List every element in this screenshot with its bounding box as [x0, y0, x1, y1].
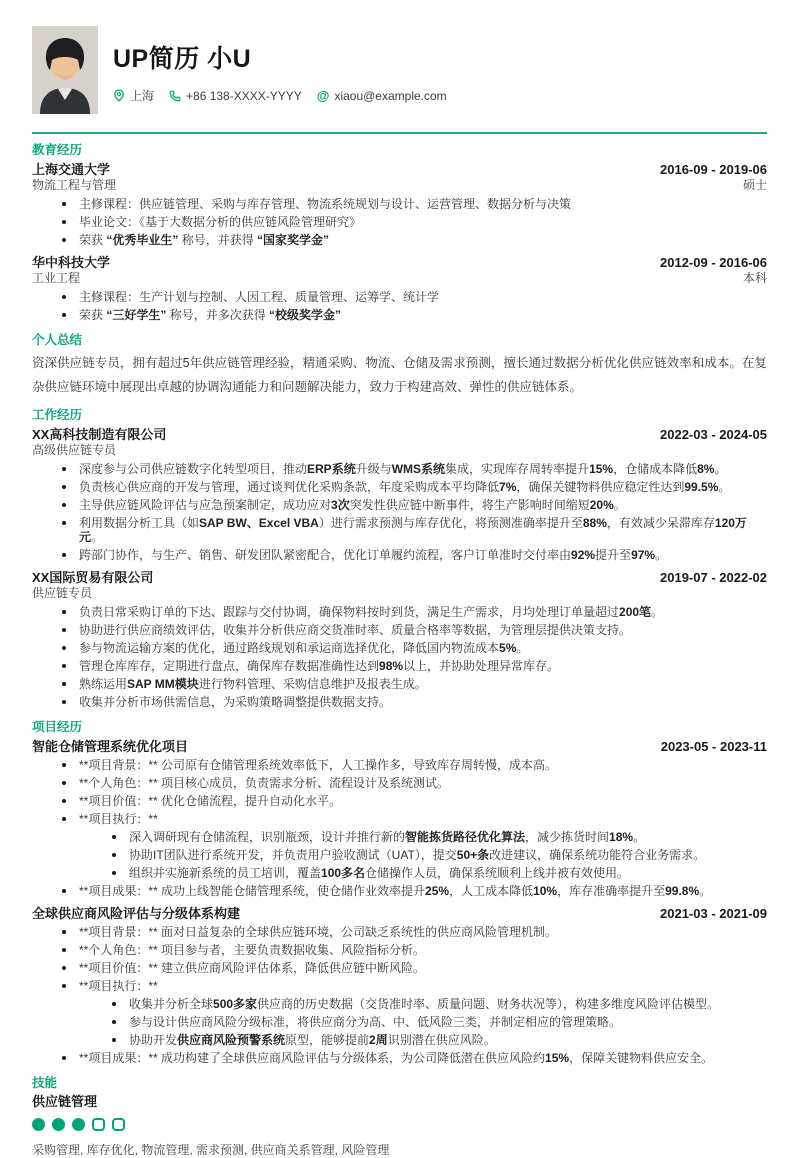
bullet-dot: [62, 202, 66, 206]
sub-bullet-item: [32, 828, 767, 846]
skill-dot-empty: [112, 1118, 125, 1131]
bullet-text-bold: 88%: [582, 516, 607, 530]
entry-name: 全球供应商风险评估与分级体系构建: [32, 906, 241, 921]
entry: [32, 739, 767, 900]
bullet-text-plain: **个人角色：** 项目核心成员，负责需求分析、流程设计及系统测试。: [79, 776, 450, 790]
bullet-text: [79, 233, 767, 247]
bullet-text: [79, 641, 767, 655]
avatar: [32, 26, 98, 114]
phone-icon: [169, 90, 181, 102]
bullet-text-plain: 仓储操作人员，确保系统顺利上线并被有效使用。: [365, 866, 630, 880]
bullet-dot: [62, 1056, 66, 1060]
skill-tags: 采购管理, 库存优化, 物流管理, 需求预测, 供应商关系管理, 风险管理: [32, 1143, 390, 1157]
bullet-text: [79, 925, 767, 939]
bullet-text-plain: ，保障关键物料供应安全。: [569, 1051, 714, 1065]
bullet-dot: [112, 1020, 116, 1024]
bullet-text-plain: 荣获: [79, 233, 107, 247]
bullet-text-bold: 2周: [369, 1033, 388, 1047]
section-title: 个人总结: [32, 333, 83, 347]
bullet-text-plain: 。: [651, 605, 664, 619]
bullet-text-plain: **项目执行：**: [79, 979, 158, 993]
bullet-text-plain: 参与设计供应商风险分级标准，将供应商分为高、中、低风险三类，并制定相应的管理策略。: [129, 1015, 622, 1029]
entry-date: 2016-09 - 2019-06: [660, 162, 767, 177]
bullet-text: [79, 659, 767, 673]
bullet-item: [32, 306, 767, 324]
bullet-text-plain: 。: [613, 498, 626, 512]
bullet-dot: [62, 966, 66, 970]
bullet-item: [32, 195, 767, 213]
bullet-item: [32, 288, 767, 306]
entry-head: [32, 570, 767, 601]
bullet-text: [79, 290, 767, 304]
bullet-text: [79, 623, 767, 637]
bullet-dot: [112, 853, 116, 857]
sub-bullet-item: [32, 1013, 767, 1031]
bullet-dot: [62, 817, 66, 821]
entry-subtitle: 工业工程: [32, 271, 81, 285]
bullet-text-plain: **项目成果：** 成功上线智能仓储管理系统，使仓储作业效率提升: [79, 884, 426, 898]
bullet-text: [79, 677, 767, 691]
entry-head: [32, 255, 767, 286]
bullet-item: [32, 923, 767, 941]
entry-head-right: [660, 427, 767, 442]
bullet-text-bold: 20%: [589, 498, 614, 512]
bullet-text-plain: **项目背景：** 公司原有仓储管理系统效率低下，人工操作多，导致库存周转慢，成本高。: [79, 758, 558, 772]
entry-date: 2023-05 - 2023-11: [660, 739, 767, 754]
bullet-text-bold: 5%: [499, 641, 517, 655]
bullet-text: [79, 462, 767, 476]
entry: [32, 570, 767, 711]
bullet-dot: [62, 553, 66, 557]
bullet-item: [32, 792, 767, 810]
bullet-dot: [62, 930, 66, 934]
bullet-text: [79, 548, 767, 562]
bullet-dot: [62, 220, 66, 224]
avatar-illustration: [32, 26, 98, 114]
bullet-text-plain: 参与物流运输方案的优化，通过路线规划和承运商选择优化，降低国内物流成本: [79, 641, 500, 655]
bullet-text-plain: 跨部门协作，与生产、销售、研发团队紧密配合，优化订单履约流程，客户订单准时交付率由: [79, 548, 572, 562]
bullet-text-plain: **个人角色：** 项目参与者，主要负责数据收集、风险指标分析。: [79, 943, 426, 957]
bullet-item: [32, 231, 767, 249]
entry-head-right: [660, 906, 767, 921]
bullet-text-plain: 。: [516, 641, 529, 655]
resume-sections: [32, 143, 767, 1158]
bullet-dot: [62, 948, 66, 952]
bullet-text-plain: 称号，并多次获得: [166, 308, 270, 322]
bullet-text-plain: 荣获: [79, 308, 107, 322]
bullet-text: [79, 794, 767, 808]
entry: [32, 427, 767, 564]
entry-name: 智能仓储管理系统优化项目: [32, 739, 189, 754]
header-divider: [32, 132, 767, 134]
entry-head-right: [661, 739, 767, 754]
entry-subtitle: 高级供应链专员: [32, 443, 117, 457]
bullet-text-plain: ，确保关键物料供应稳定性达到: [516, 480, 685, 494]
bullet-text: [79, 943, 767, 957]
bullet-text-plain: 负责核心供应商的开发与管理，通过谈判优化采购条款，年度采购成本平均降低: [79, 480, 500, 494]
bullet-dot: [62, 628, 66, 632]
bullet-text-plain: 毕业论文：《基于大数据分析的供应链风险管理研究》: [79, 215, 362, 229]
entry-name: 华中科技大学: [32, 255, 111, 270]
contact-location: [113, 87, 154, 104]
bullet-text-bold: 50+条: [456, 848, 490, 862]
sub-bullet-item: [32, 1031, 767, 1049]
bullet-text-plain: 。: [714, 462, 727, 476]
bullet-text: [79, 605, 767, 619]
bullet-text-bold: 25%: [425, 884, 450, 898]
bullet-text-bold: 98%: [379, 659, 404, 673]
entry-subtitle: 供应链专员: [32, 586, 93, 600]
bullet-item: [32, 959, 767, 977]
bullet-text-bold: 99.8%: [665, 884, 700, 898]
bullet-dot: [62, 763, 66, 767]
bullet-list: [32, 923, 767, 1067]
bullet-dot: [62, 664, 66, 668]
skill-dot-filled: [52, 1118, 65, 1131]
bullet-item: [32, 639, 767, 657]
bullet-text-plain: 利用数据分析工具（如: [79, 516, 200, 530]
bullet-text-bold: 15%: [545, 1051, 570, 1065]
bullet-dot: [62, 984, 66, 988]
contact-location-text: 上海: [130, 89, 155, 103]
bullet-text-plain: ，库存准确率提升至: [557, 884, 666, 898]
sub-bullet-item: [32, 995, 767, 1013]
entry-head-left: [32, 570, 153, 601]
bullet-item: [32, 941, 767, 959]
bullet-text-bold: 92%: [571, 548, 596, 562]
bullet-text-plain: 。: [633, 830, 646, 844]
bullet-dot: [62, 682, 66, 686]
bullet-text-bold: 供应商风险预警系统: [177, 1033, 286, 1047]
bullet-list: [32, 195, 767, 249]
bullet-text-plain: ，减少拣货时间: [525, 830, 610, 844]
bullet-text: [129, 848, 767, 862]
bullet-text-plain: 供应商的历史数据（交货准时率、质量问题、财务状况等），构建多维度风险评估模型。: [257, 997, 720, 1011]
bullet-text-plain: 主修课程：生产计划与控制、人因工程、质量管理、运筹学、统计学: [79, 290, 440, 304]
section-work: [32, 408, 767, 711]
entry-degree: 硕士: [742, 178, 767, 192]
bullet-item: [32, 882, 767, 900]
bullet-dot: [112, 871, 116, 875]
section-skills: [32, 1076, 767, 1158]
contact-email-text: xiaou@example.com: [334, 88, 447, 103]
bullet-text-plain: 深入调研现有仓储流程，识别瓶颈，设计并推行新的: [129, 830, 406, 844]
bullet-dot: [62, 503, 66, 507]
entry: [32, 162, 767, 249]
bullet-text-plain: 称号，并获得: [178, 233, 258, 247]
section-title: 工作经历: [32, 408, 83, 422]
section-education: [32, 143, 767, 324]
bullet-item: [32, 514, 767, 546]
bullet-text: [129, 1015, 767, 1029]
bullet-dot: [62, 238, 66, 242]
bullet-text: [129, 1033, 767, 1047]
bullet-text-bold: WMS系统: [391, 462, 446, 476]
bullet-text: [79, 197, 767, 211]
bullet-item: [32, 213, 767, 231]
resume-header: [32, 26, 767, 114]
bullet-item: [32, 1049, 767, 1067]
bullet-text: [129, 997, 767, 1011]
bullet-text-bold: 15%: [589, 462, 614, 476]
section-title: 技能: [32, 1076, 58, 1090]
bullet-text-plain: 收集并分析全球: [129, 997, 214, 1011]
bullet-list: [32, 756, 767, 900]
bullet-text: [129, 830, 767, 844]
entry-date: 2022-03 - 2024-05: [660, 427, 767, 442]
bullet-text: [79, 812, 767, 826]
bullet-text-bold: “国家奖学金”: [257, 233, 330, 247]
entry-head-right: [660, 255, 767, 286]
bullet-list: [32, 288, 767, 324]
entry-date: 2019-07 - 2022-02: [660, 570, 767, 585]
bullet-item: [32, 603, 767, 621]
bullet-text-plain: **项目执行：**: [79, 812, 158, 826]
bullet-text-plain: ，仓储成本降低: [613, 462, 698, 476]
bullet-text-bold: “三好学生”: [106, 308, 167, 322]
bullet-dot: [62, 646, 66, 650]
section-title: 教育经历: [32, 143, 83, 157]
entry-head: [32, 162, 767, 193]
bullet-dot: [112, 835, 116, 839]
bullet-dot: [112, 1002, 116, 1006]
bullet-item: [32, 693, 767, 711]
bullet-dot: [62, 485, 66, 489]
at-icon: @: [316, 88, 330, 103]
bullet-text-plain: **项目价值：** 建立供应商风险评估体系，降低供应链中断风险。: [79, 961, 426, 975]
bullet-text-plain: 提升至: [595, 548, 632, 562]
bullet-text-plain: 组织并实施新系统的员工培训，覆盖: [129, 866, 322, 880]
bullet-text-bold: 100多名: [321, 866, 366, 880]
bullet-text: [79, 776, 767, 790]
bullet-text-plain: **项目成果：** 成功构建了全球供应商风险评估与分级体系，为公司降低潜在供应风险约: [79, 1051, 546, 1065]
entry-head-left: [32, 162, 116, 193]
bullet-item: [32, 675, 767, 693]
bullet-text-bold: “校级奖学金”: [269, 308, 342, 322]
skill-name: 供应链管理: [32, 1094, 98, 1109]
entry-head-right: [660, 162, 767, 193]
entry-head: [32, 739, 767, 754]
entry: [32, 906, 767, 1067]
bullet-item: [32, 756, 767, 774]
bullet-text-bold: “优秀毕业生”: [106, 233, 179, 247]
entry-head-left: [32, 906, 240, 921]
bullet-text-plain: 协助IT团队进行系统开发，并负责用户验收测试（UAT），提交: [129, 848, 457, 862]
bullet-text: [79, 498, 767, 512]
bullet-text: [79, 480, 767, 494]
bullet-text: [79, 961, 767, 975]
bullet-text-bold: ERP系统: [307, 462, 356, 476]
bullet-dot: [62, 700, 66, 704]
entry-head: [32, 906, 767, 921]
bullet-text-bold: 500多家: [213, 997, 258, 1011]
bullet-text-plain: 主导供应链风险评估与应急预案制定，成功应对: [79, 498, 332, 512]
bullet-text-plain: 深度参与公司供应链数字化转型项目，推动: [79, 462, 308, 476]
bullet-text-plain: 改进建议，确保系统功能符合业务需求。: [489, 848, 706, 862]
bullet-text-plain: 协助开发: [129, 1033, 178, 1047]
sub-bullet-item: [32, 864, 767, 882]
entry-name: XX高科技制造有限公司: [32, 427, 167, 442]
section-summary: [32, 333, 767, 399]
bullet-text-bold: 8%: [697, 462, 715, 476]
bullet-text-plain: 协助进行供应商绩效评估，收集并分析供应商交货准时率、质量合格率等数据，为管理层提供决策支持。: [79, 623, 632, 637]
bullet-text-plain: **项目价值：** 优化仓储流程，提升自动化水平。: [79, 794, 342, 808]
bullet-text: [79, 215, 767, 229]
section-projects: [32, 720, 767, 1067]
contact-phone: [169, 89, 302, 103]
bullet-text-plain: 。: [699, 884, 712, 898]
contact-row: [113, 87, 447, 104]
candidate-name: UP简历 小U: [113, 45, 252, 73]
sub-bullet-item: [32, 846, 767, 864]
header-text: [113, 26, 447, 104]
bullet-text-bold: 7%: [499, 480, 517, 494]
entry: [32, 255, 767, 324]
entry-head: [32, 427, 767, 458]
bullet-text-plain: 熟练运用: [79, 677, 128, 691]
entry-date: 2012-09 - 2016-06: [660, 255, 767, 270]
bullet-item: [32, 621, 767, 639]
bullet-text-plain: 进行物料管理、采购信息维护及报表生成。: [198, 677, 427, 691]
entry-head-right: [660, 570, 767, 585]
bullet-text-plain: 收集并分析市场供需信息，为采购策略调整提供数据支持。: [79, 695, 392, 709]
entry-head-left: [32, 255, 110, 286]
bullet-text: [79, 979, 767, 993]
bullet-text-bold: 99.5%: [684, 480, 719, 494]
bullet-text: [79, 1051, 767, 1065]
bullet-item: [32, 810, 767, 828]
bullet-dot: [62, 799, 66, 803]
bullet-text: [79, 308, 767, 322]
bullet-item: [32, 546, 767, 564]
bullet-item: [32, 496, 767, 514]
skill-dot-filled: [72, 1118, 85, 1131]
bullet-dot: [62, 889, 66, 893]
bullet-item: [32, 774, 767, 792]
bullet-text-plain: 原型，能够提前: [285, 1033, 370, 1047]
bullet-dot: [112, 1038, 116, 1042]
bullet-text: [79, 884, 767, 898]
bullet-text-plain: 。: [91, 530, 104, 544]
entry-head-left: [32, 427, 166, 458]
bullet-dot: [62, 295, 66, 299]
bullet-dot: [62, 521, 66, 525]
bullet-item: [32, 478, 767, 496]
bullet-text-plain: 负责日常采购订单的下达、跟踪与交付协调，确保物料按时到货，满足生产需求，月均处理订单量超过: [79, 605, 620, 619]
bullet-text-bold: 18%: [609, 830, 634, 844]
bullet-item: [32, 460, 767, 478]
bullet-text-plain: 升级与: [355, 462, 392, 476]
bullet-text-bold: SAP MM模块: [127, 677, 199, 691]
bullet-dot: [62, 610, 66, 614]
bullet-text-plain: ，人工成本降低: [449, 884, 534, 898]
bullet-text-bold: 200笔: [619, 605, 652, 619]
bullet-text-plain: 识别潜在供应风险。: [387, 1033, 496, 1047]
location-pin-icon: [113, 89, 125, 102]
bullet-text-bold: 3次: [331, 498, 350, 512]
entry-subtitle: 物流工程与管理: [32, 178, 117, 192]
entry-name: 上海交通大学: [32, 162, 111, 177]
skill-rating: [32, 1118, 767, 1131]
entry-degree: 本科: [742, 271, 767, 285]
bullet-item: [32, 657, 767, 675]
bullet-text-plain: 主修课程：供应链管理、采购与库存管理、物流系统规划与设计、运营管理、数据分析与决策: [79, 197, 572, 211]
contact-phone-text: +86 138-XXXX-YYYY: [186, 88, 302, 103]
bullet-text-plain: 管理仓库库存，定期进行盘点，确保库存数据准确性达到: [79, 659, 380, 673]
bullet-text-plain: 集成，实现库存周转率提升: [445, 462, 590, 476]
bullet-text: [79, 758, 767, 772]
section-title: 项目经历: [32, 720, 83, 734]
skill-dot-filled: [32, 1118, 45, 1131]
bullet-text-plain: ）进行需求预测与库存优化，将预测准确率提升至: [318, 516, 583, 530]
bullet-text-plain: 。: [655, 548, 668, 562]
bullet-text-plain: 。: [718, 480, 731, 494]
entry-date: 2021-03 - 2021-09: [660, 906, 767, 921]
bullet-text-plain: **项目背景：** 面对日益复杂的全球供应链环境，公司缺乏系统性的供应商风险管理机制。: [79, 925, 558, 939]
bullet-text-bold: 120万元: [79, 516, 747, 544]
bullet-text-bold: 97%: [631, 548, 656, 562]
bullet-text-bold: 10%: [533, 884, 558, 898]
bullet-text: [129, 866, 767, 880]
summary-paragraph: 资深供应链专员，拥有超过5年供应链管理经验，精通采购、物流、仓储及需求预测，擅长通过数据分析优化供应链效率和成本。在复杂供应链环境中展现出卓越的协调沟通能力和问题解决能力，致力于构建高效、弹性的供应链体系。: [32, 356, 767, 394]
bullet-text: [79, 516, 767, 544]
bullet-text-plain: 以上，并协助处理异常库存。: [403, 659, 560, 673]
contact-email: [317, 88, 447, 103]
bullet-item: [32, 977, 767, 995]
bullet-dot: [62, 313, 66, 317]
entry-head-left: [32, 739, 188, 754]
bullet-dot: [62, 781, 66, 785]
bullet-text: [79, 695, 767, 709]
bullet-list: [32, 460, 767, 564]
entry-name: XX国际贸易有限公司: [32, 570, 154, 585]
bullet-text-plain: ，有效减少呆滞库存: [606, 516, 715, 530]
bullet-text-bold: 智能拣货路径优化算法: [405, 830, 526, 844]
bullet-list: [32, 603, 767, 711]
skill-dot-empty: [92, 1118, 105, 1131]
bullet-text-bold: SAP BW、Excel VBA: [199, 516, 319, 530]
bullet-dot: [62, 467, 66, 471]
bullet-text-plain: 突发性供应链中断事件，将生产影响时间缩短: [349, 498, 590, 512]
